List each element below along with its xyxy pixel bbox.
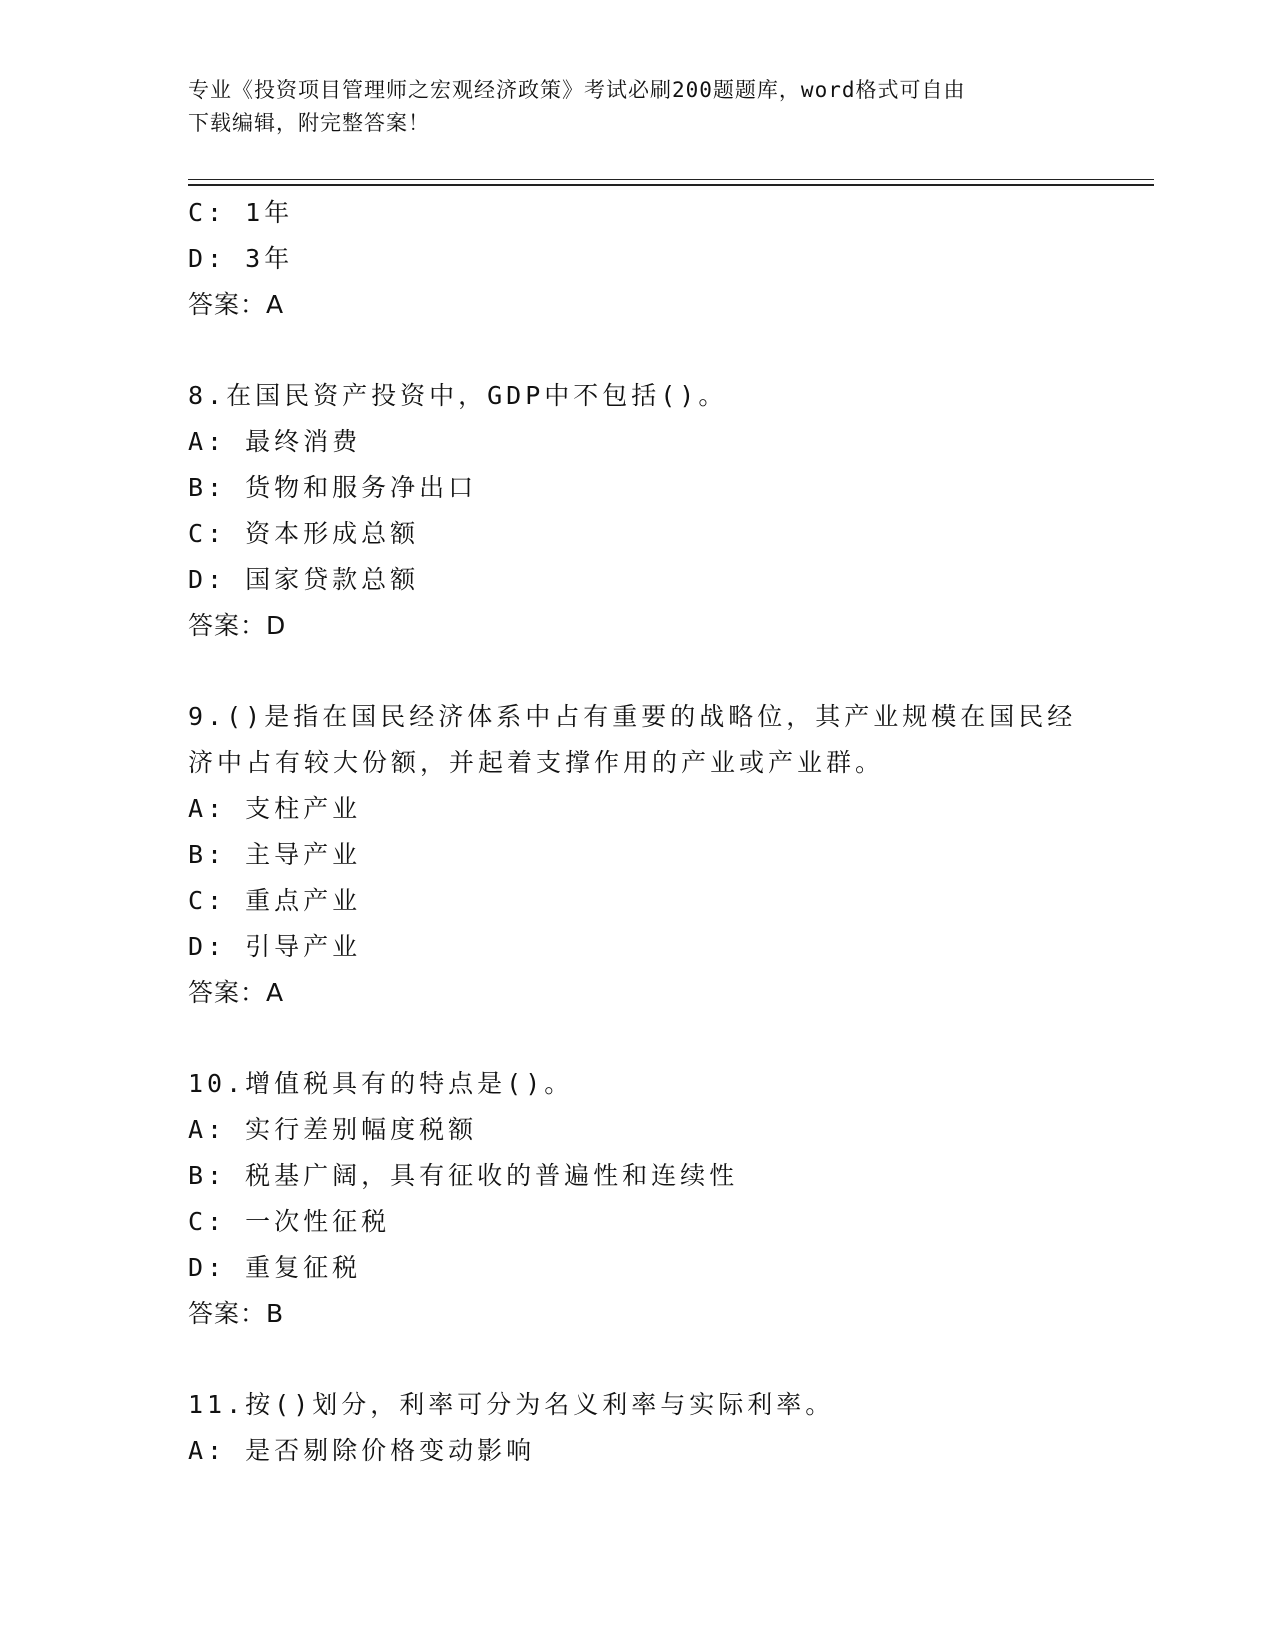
answer-line: 答案：D [188, 611, 287, 640]
question-text: 11.按()划分，利率可分为名义利率与实际利率。 [188, 1390, 835, 1419]
option-b: B: 税基广阔，具有征收的普遍性和连续性 [188, 1161, 739, 1190]
option-d: D: 3年 [188, 244, 294, 273]
option-a: A: 支柱产业 [188, 794, 362, 823]
question-text-line-2: 济中占有较大份额，并起着支撑作用的产业或产业群。 [188, 748, 885, 777]
option-d: D: 国家贷款总额 [188, 565, 420, 594]
header-line-1: 专业《投资项目管理师之宏观经济政策》考试必刷200题题库，word格式可自由 [188, 78, 966, 102]
question-block-9 [188, 694, 1088, 1016]
header-line-2: 下载编辑，附完整答案！ [188, 111, 430, 135]
option-d: D: 重复征税 [188, 1253, 362, 1282]
option-c: C: 资本形成总额 [188, 519, 420, 548]
question-block-8 [188, 373, 1088, 649]
option-b: B: 货物和服务净出口 [188, 473, 478, 502]
answer-line: 答案：B [188, 1299, 285, 1328]
option-c: C: 重点产业 [188, 886, 362, 915]
option-a: A: 最终消费 [188, 427, 362, 456]
option-a: A: 实行差别幅度税额 [188, 1115, 478, 1144]
answer-line: 答案：A [188, 290, 285, 319]
option-c: C: 一次性征税 [188, 1207, 391, 1236]
question-block-11 [188, 1382, 1088, 1474]
question-text: 10.增值税具有的特点是()。 [188, 1069, 574, 1098]
question-block-10 [188, 1061, 1088, 1337]
header-rule-thick [188, 184, 1154, 186]
question-block-prev [188, 190, 1088, 328]
question-text: 8.在国民资产投资中，GDP中不包括()。 [188, 381, 728, 410]
option-a: A: 是否剔除价格变动影响 [188, 1436, 536, 1465]
option-d: D: 引导产业 [188, 932, 362, 961]
option-b: B: 主导产业 [188, 840, 362, 869]
header-rule-thin [188, 179, 1154, 180]
question-list [188, 190, 1088, 1474]
document-header [188, 74, 1068, 140]
question-text-line-1: 9.()是指在国民经济体系中占有重要的战略位，其产业规模在国民经 [188, 702, 1077, 731]
answer-line: 答案：A [188, 978, 285, 1007]
option-c: C: 1年 [188, 198, 294, 227]
